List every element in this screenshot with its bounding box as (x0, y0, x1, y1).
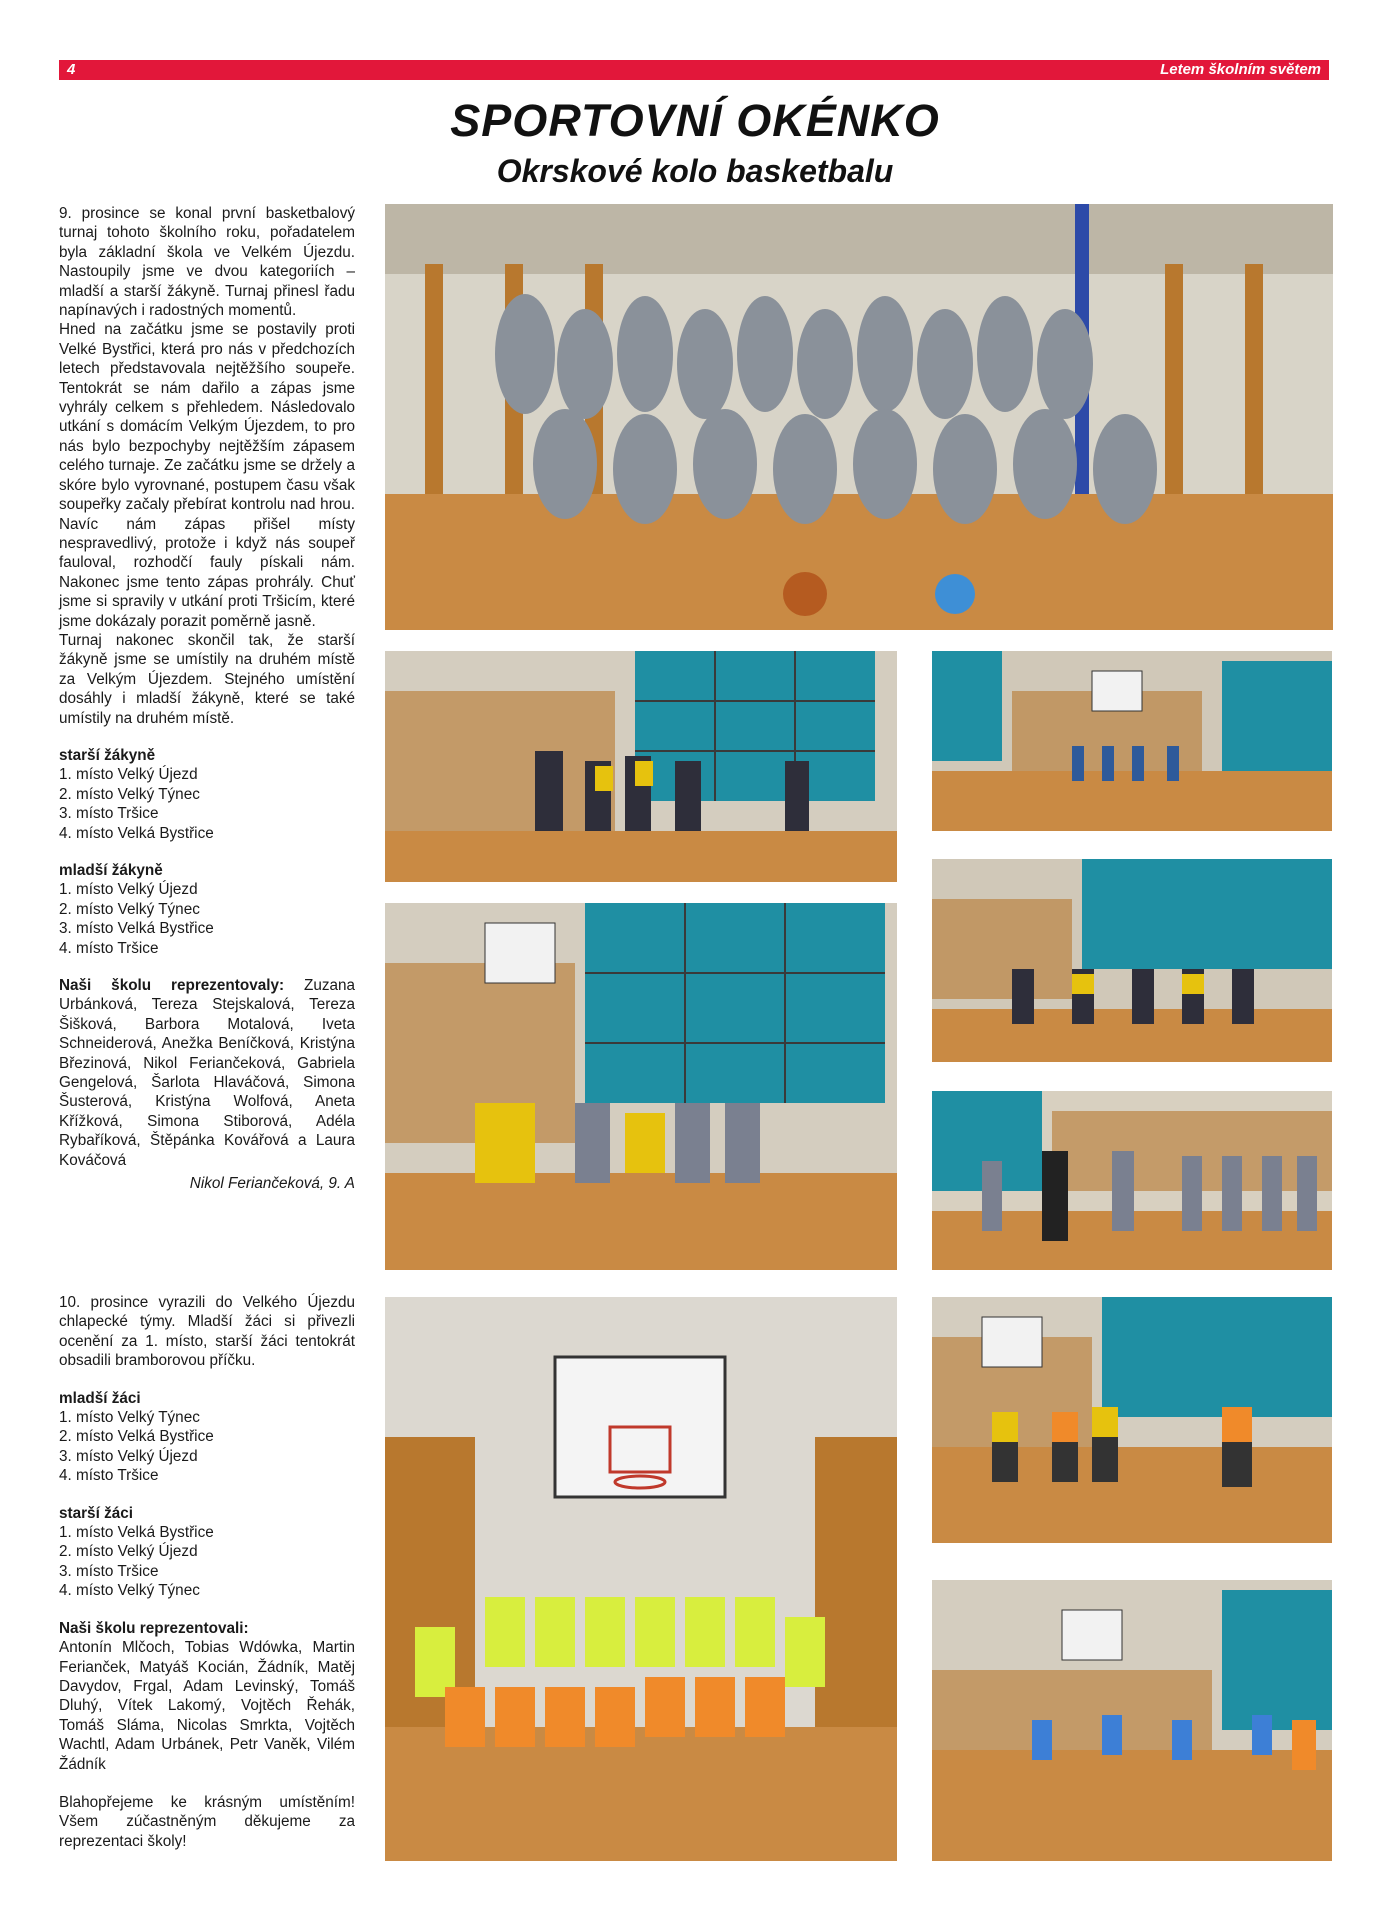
list-item: 3. místo Velká Bystřice (59, 920, 214, 938)
results-heading: mladší žáci (59, 1389, 141, 1407)
girls-team-photo (385, 204, 1333, 630)
team-names: Zuzana Urbánková, Tereza Stejskalová, Tereza Šišková, Barbora Motalová, Iveta Schneiderová, Anežka Beníčková, Kristýna Březinová, Nikol Feriančeková, Gabriela Gengelová, Šarlota Hlaváčová, Simona Šusterová, Kristýna Wolfová, Aneta Křížková, Simona Stiborová, Adéla Rybaříková, Štěpánka Kovářová a Laura Kováčová (59, 977, 355, 1169)
match-photo (932, 1580, 1332, 1861)
team-names: Antonín Mlčoch, Tobias Wdówka, Martin Ferianček, Matyáš Kocián, Žádník, Matěj Davydov, Frgal, Adam Levinský, Tomáš Dluhý, Vítek Lakomý, Vojtěch Řehák, Tomáš Sláma, Nicolas Smrkta, Vojtěch Wachtl, Adam Urbánek, Petr Vaněk, Vilém Žádník (59, 1639, 355, 1773)
list-item: 2. místo Velký Týnec (59, 785, 200, 803)
paragraph: 10. prosince vyrazili do Velkého Újezdu chlapecké týmy. Mladší žáci si přivezli ocenění za 1. místo, starší žáci tentokrát obsadili bramborovou příčku. (59, 1294, 355, 1370)
list-item: 3. místo Velký Újezd (59, 1447, 198, 1465)
results-heading: mladší žákyně (59, 862, 163, 879)
list-item: 4. místo Velká Bystřice (59, 824, 214, 842)
results-list (59, 880, 355, 958)
results-heading: starší žáci (59, 1504, 133, 1522)
list-item: 1. místo Velká Bystřice (59, 1524, 214, 1542)
article-title: Okrskové kolo basketbalu (496, 153, 894, 189)
author-signature: Nikol Feriančeková, 9. A (189, 1175, 355, 1193)
list-item: 2. místo Velký Týnec (59, 900, 200, 918)
team-label: Naši školu reprezentovali: (59, 1619, 249, 1637)
match-photo (385, 903, 897, 1270)
match-photo (932, 859, 1332, 1062)
section-title: SPORTOVNÍ OKÉNKO (450, 95, 940, 146)
list-item: 1. místo Velký Újezd (59, 766, 198, 784)
list-item: 3. místo Tršice (59, 1562, 159, 1580)
ceremony-photo (932, 1091, 1332, 1270)
results-list (59, 765, 355, 843)
paragraph: 9. prosince se konal první basketbalový turnaj tohoto školního roku, pořadatelem byla základní škola ve Velkém Újezdu. Nastoupily jsme ve dvou kategoriích – mladší a starší žákyně. Turnaj přinesl řadu napínavých i radostných momentů. (59, 205, 355, 320)
paragraph: Hned na začátku jsme se postavily proti Velké Bystřici, která pro nás v předchozích letech představovala nejtěžšího soupeře. Tentokrát se nám dařilo a zápas jsme vyhrály celkem s přehledem. Následovalo utkání s domácím Velkým Újezdem, to pro nás bylo bezpochyby nejtěžším zápasem celého turnaje. Ze začátku jsme se držely a skóre bylo vyrovnané, postupem času však soupeřky začaly přebírat kontrolu nad hrou. Navíc nám zápas přišel místy nespravedlivý, protože i když nás soupeř fauloval, rozhodčí fauly pískali nám. Nakonec jsme tento zápas prohrály. Chuť jsme si spravily v utkání proti Tršicím, které jsme dokázaly porazit poměrně jasně. (59, 321, 355, 630)
paragraph: Turnaj nakonec skončil tak, že starší žákyně jsme se umístily na druhém místě za Velkým Újezdem. Stejného umístění dosáhly i mladší žákyně, které se také umístily na druhém místě. (59, 631, 355, 727)
match-photo (385, 651, 897, 882)
list-item: 4. místo Velký Týnec (59, 1582, 200, 1600)
team-label: Naši školu reprezentovaly: (59, 977, 285, 995)
match-photo (932, 651, 1332, 831)
list-item: 2. místo Velký Újezd (59, 1543, 198, 1561)
list-item: 3. místo Tršice (59, 805, 159, 823)
match-photo (932, 1297, 1332, 1543)
header-bar (59, 60, 1329, 80)
boys-article-column (59, 1293, 355, 1851)
list-item: 1. místo Velký Týnec (59, 1409, 200, 1427)
page-number: 4 (67, 61, 76, 78)
team-roster (59, 976, 355, 1170)
list-item: 2. místo Velká Bystřice (59, 1428, 214, 1446)
results-list (59, 1408, 355, 1486)
results-list (59, 1523, 355, 1601)
closing-text: Blahopřejeme ke krásným umístěním! Všem zúčastněným děkujeme za reprezentaci školy! (59, 1793, 355, 1850)
list-item: 1. místo Velký Újezd (59, 881, 198, 899)
list-item: 4. místo Tršice (59, 939, 159, 957)
list-item: 4. místo Tršice (59, 1467, 159, 1485)
publication-title: Letem školním světem (1160, 61, 1321, 78)
boys-team-photo (385, 1297, 897, 1861)
girls-article-column (59, 204, 355, 1194)
results-heading: starší žákyně (59, 746, 156, 764)
